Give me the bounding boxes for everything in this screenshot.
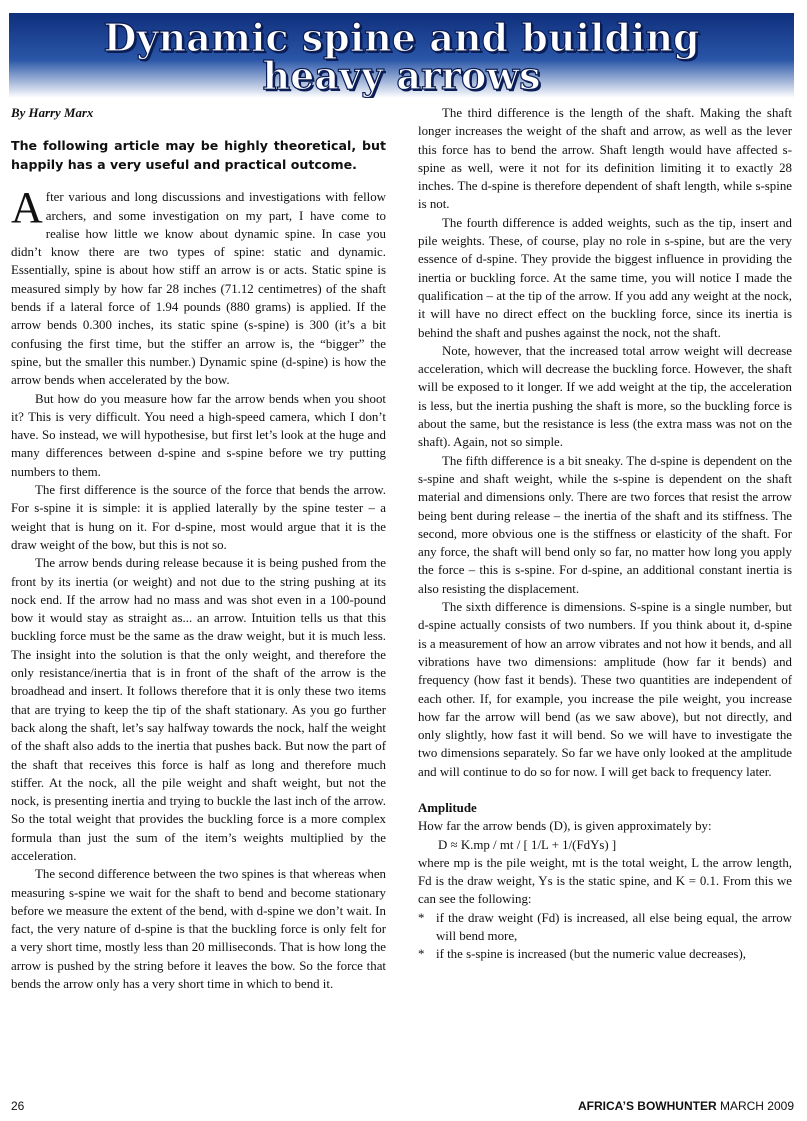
bullet-text: if the s-spine is increased (but the numeric value decreases), xyxy=(436,947,746,962)
paragraph: The second difference between the two spines is that whereas when measuring s-spine we wait for the shaft to bend and become stationary before we measure the extent of the bend, with d-spine we don’t wait. In fact, the very nature of d-spine is that the buckling force is only felt for a very short time, mostly less than 20 milliseconds. That is how long the arrow is pushed by the string before it leaves the bow. So the force that bends the arrow only has a very short time in which to bend it. xyxy=(11,867,386,992)
paragraph: But how do you measure how far the arrow bends when you shoot it? This is very difficult. You need a high-speed camera, which I don’t have. So instead, we will hypothesise, but first let’s look at the huge and many differences between d-spine and s-spine before we try putting numbers to them. xyxy=(11,391,386,479)
paragraph: The arrow bends during release because it is being pushed from the front by its inertia (or weight) and not due to the string pushing at its nock end. If the arrow had no mass and was shot even in a 100-pound bow it would stay as straight as... an arrow. Intuition tells us that this buckling force must be the same as the draw weight, but it is much less. The insight into the solution is that the only weight, and therefore the only resistance/inertia that is in front of the shaft of the arrow is the broadhead and insert. It follows therefore that it is only these two items that are trying to keep the tip of the shaft stationary. As you go further back along the shaft, let’s say halfway towards the nock, half the weight of the shaft also adds to the inertia that pushes back. But now the part of the shaft that receives this force is half as long and therefore much stiffer. At the nock, all the pile weight and shaft weight, but not the nock, is presenting inertia and trying to buckle the last inch of the arrow. So the total weight that provides the buckling force is a more complex formula than just the sum of the item’s weights multiplied by the acceleration. xyxy=(11,556,386,863)
page-number: 26 xyxy=(11,1099,25,1113)
amplitude-lead: How far the arrow bends (D), is given approximately by: xyxy=(418,819,712,834)
byline: By Harry Marx xyxy=(11,106,94,120)
issue-date: MARCH 2009 xyxy=(719,1099,794,1113)
bullet-mark: * xyxy=(418,947,425,962)
paragraph: The fourth difference is added weights, such as the tip, insert and pile weights. These, of course, play no role in s-spine, but are the very essence of d-spine. They provide the biggest influence in providing the inertia or buckling force. At the same time, you will notice I made the qualification – at the tip of the arrow. If you add any weight at the nock, it will have no direct effect on the buckling force, since its inertia is behind the shaft and pushes against the nock, not the shaft. xyxy=(418,215,792,340)
first-paragraph xyxy=(11,183,386,389)
magazine-name: AFRICA’S BOWHUNTER xyxy=(577,1099,717,1113)
paragraph: The first difference is the source of the force that bends the arrow. For s-spine it is simple: it is applied laterally by the spine tester – a weight that is hung on it. For d-spine, most would argue that it is the draw weight of the bow, but this is not so. xyxy=(11,483,386,552)
formula-explanation: where mp is the pile weight, mt is the total weight, L the arrow length, Fd is the draw weight, Ys is the static spine, and K = 0.1. From this we can see the following: xyxy=(418,855,792,907)
right-column xyxy=(418,104,792,964)
paragraph: Note, however, that the increased total arrow weight will decrease acceleration, which will decrease the buckling force. However, the shaft will be exposed to it longer. If we add weight at the tip, the acceleration is less, but the inertia pushing the shaft is more, so the buckling force is about the same, but the resistance is less (the extra mass was not on the shaft). Again, not so simple. xyxy=(418,343,792,450)
amplitude-formula: D ≈ K.mp / mt / [ 1/L + 1/(FdYs) ] xyxy=(438,837,617,852)
title-banner xyxy=(9,13,794,98)
first-paragraph-text: fter various and long discussions and investigations with fellow archers, and some investigation on my part, I have come to realise how little we know about dynamic spine. In case you didn’t know there are two types of spine: static and dynamic. Essentially, spine is about how stiff an arrow is or acts. Static spine is measured simply by how far 28 inches (71.12 centimetres) of the shaft bends if a lateral force of 1.94 pounds (880 grams) is applied. If the arrow bends 0.300 inches, its static spine (s-spine) is 300 (it’s a bit confusing the first time, but the stiffer an arrow is, the “bigger” the spine, but the smaller this number.) Dynamic spine (d-spine) is how the arrow bends when accelerated by the bow. xyxy=(11,190,386,388)
drop-cap: A xyxy=(11,183,43,233)
article-title xyxy=(9,13,794,98)
paragraph: The fifth difference is a bit sneaky. The d-spine is dependent on the s-spine and shaft weight, while the s-spine is dependent on the shaft material and dimensions only. There are two forces that resist the arrow being bent during release – the inertia of the shaft and its stiffness. The second, more obvious one is the stiffness or elasticity of the shaft. For any force, the shaft will bend only so far, no matter how long you apply the force – this is s-spine. For d-spine, an additional constant inertia is also resisting the displacement. xyxy=(418,453,792,596)
bullet-mark: * xyxy=(418,910,425,925)
magazine-footer xyxy=(578,1099,794,1113)
bullet-item xyxy=(418,945,792,963)
paragraph: The sixth difference is dimensions. S-spine is a single number, but d-spine actually consists of two numbers. If you think about it, d-spine is a measurement of how an arrow vibrates and not how it bends, and all vibrations have two dimensions: amplitude (how far it bends) and frequency (how fast it bends). These two quantities are independent of each other. If, for example, you increase the pile weight, you increase how far the arrow will bend (as we saw above), but not directly, and only slightly, how fast it will bend. So we will have to investigate the two dimensions separately. So far we have only looked at the amplitude and will continue to do so for now. I will get back to frequency later. xyxy=(418,600,792,779)
left-column xyxy=(11,104,386,993)
paragraph: The third difference is the length of the shaft. Making the shaft longer increases the weight of the shaft and arrow, as well as the lever this force has to bend the arrow. Shaft length would have affected s-spine as well, were it not for its definition limiting it to exactly 28 inches. The d-spine is therefore dependent of shaft length, while s-spine is not. xyxy=(418,106,792,212)
title-line-1: Dynamic spine and building xyxy=(103,15,700,60)
title-line-2: heavy arrows xyxy=(262,53,541,98)
bullet-text: if the draw weight (Fd) is increased, all else being equal, the arrow will bend more, xyxy=(436,910,792,944)
section-heading-amplitude: Amplitude xyxy=(418,800,477,815)
bullet-item xyxy=(418,909,792,946)
intro-text: The following article may be highly theoretical, but happily has a very useful and practical outcome. xyxy=(11,138,386,173)
